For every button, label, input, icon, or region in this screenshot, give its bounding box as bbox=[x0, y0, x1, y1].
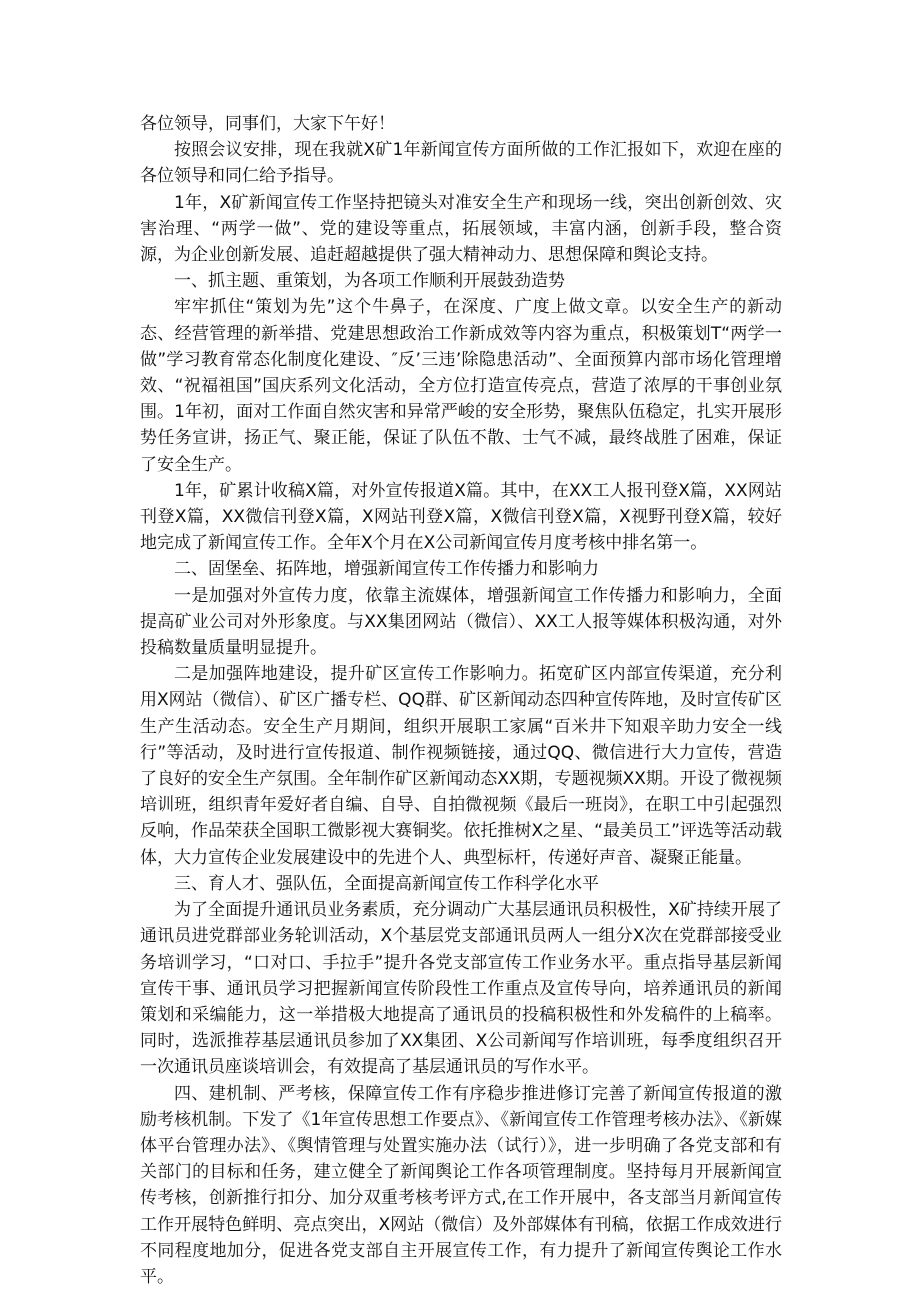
intro-paragraph: 按照会议安排，现在我就X矿1年新闻宣传方面所做的工作汇报如下，欢迎在座的各位领导和同仁给予指导。 bbox=[140, 140, 782, 187]
section-4-paragraph: 四、建机制、严考核，保障宣传工作有序稳步推进修订完善了新闻宣传报道的激励考核机制。下发了《1年宣传思想工作要点》、《新闻宣传工作管理考核办法》、《新媒体平台管理办法》、《舆情管理与处置实施办法（试行）》，进一步明确了各党支部和有关部门的目标和任务，建立健全了新闻舆论工作各项管理制度。坚持每月开展新闻宣传考核，创新推行扣分、加分双重考核考评方式,在工作开展中，各支部当月新闻宣传工作开展特色鲜明、亮点突出，X网站（微信）及外部媒体有刊稿，依据工作成效进行不同程度地加分，促进各党支部自主开展宣传工作，有力提升了新闻宣传舆论工作水平。 bbox=[140, 1083, 782, 1287]
section-heading-1: 一、抓主题、重策划，为各项工作顺利开展鼓劲造势 bbox=[174, 271, 565, 292]
section-1-body: 牢牢抓住“策划为先”这个牛鼻子，在深度、广度上做文章。以安全生产的新动态、经营管理的新举措、党建思想政治工作新成效等内容为重点，积极策划T“两学一做”学习教育常态化制度化建设、″反’三违’除隐患活动”、全面预算内部市场化管理增效、“祝福祖国”国庆系列文化活动，全方位打造宣传亮点，营造了浓厚的干事创业氛围。1年初，面对工作面自然灾害和异常严峻的安全形势，聚焦队伍稳定，扎实开展形势任务宣讲，扬正气、聚正能，保证了队伍不散、士气不减，最终战胜了困难，保证了安全生产。 bbox=[140, 297, 782, 475]
section-heading-2: 二、固堡垒、拓阵地，增强新闻宣传工作传播力和影响力 bbox=[174, 559, 599, 580]
section-2-body-2: 二是加强阵地建设，提升矿区宣传工作影响力。拓宽矿区内部宣传渠道，充分利用X网站（微信）、矿区广播专栏、QQ群、矿区新闻动态四种宣传阵地，及时宣传矿区生产生活动态。安全生产月期间，组织开展职工家属“百米井下知艰辛助力安全一线行”等活动，及时进行宣传报道、制作视频链接，通过QQ、微信进行大力宣传，营造了良好的安全生产氛围。全年制作矿区新闻动态XX期，专题视频XX期。开设了微视频培训班，组织青年爱好者自编、自导、自拍微视频《最后一班岗》，在职工中引起强烈反响，作品荣获全国职工微影视大赛铜奖。依托推树X之星、“最美员工”评选等活动载体，大力宣传企业发展建设中的先进个人、典型标杆，传递好声音、凝聚正能量。 bbox=[140, 664, 782, 868]
statistics-paragraph: 1年，矿累计收稿X篇，对外宣传报道X篇。其中，在XX工人报刊登X篇，XX网站刊登X篇，XX微信刊登X篇，X网站刊登X篇，X微信刊登X篇，X视野刊登X篇，较好地完成了新闻宣传工作。全年X个月在X公司新闻宣传月度考核中排名第一。 bbox=[140, 480, 782, 554]
document-page bbox=[140, 111, 782, 1290]
section-heading-3: 三、育人才、强队伍，全面提高新闻宣传工作科学化水平 bbox=[174, 873, 599, 894]
summary-paragraph: 1年，X矿新闻宣传工作坚持把镜头对准安全生产和现场一线，突出创新创效、灾害治理、“两学一做”、党的建设等重点，拓展领域，丰富内涵，创新手段，整合资源，为企业创新发展、追赶超越提供了强大精神动力、思想保障和舆论支持。 bbox=[140, 192, 782, 266]
greeting-line: 各位领导，同事们，大家下午好！ bbox=[140, 114, 395, 134]
section-2-body-1: 一是加强对外宣传力度，依靠主流媒体，增强新闻宣工作传播力和影响力，全面提高矿业公司对外形象度。与XX集团网站（微信）、XX工人报等媒体积极沟通，对外投稿数量质量明显提升。 bbox=[140, 585, 782, 659]
section-3-body: 为了全面提升通讯员业务素质，充分调动广大基层通讯员积极性，X矿持续开展了通讯员进党群部业务轮训活动，X个基层党支部通讯员两人一组分X次在党群部接受业务培训学习，“口对口、手拉手”提升各党支部宣传工作业务水平。重点指导基层新闻宣传干事、通讯员学习把握新闻宣传阶段性工作重点及宣传导向，培养通讯员的新闻策划和采编能力，这一举措极大地提高了通讯员的投稿积极性和外发稿件的上稿率。同时，选派推荐基层通讯员参加了XX集团、X公司新闻写作培训班，每季度组织召开一次通讯员座谈培训会，有效提高了基层通讯员的写作水平。 bbox=[140, 900, 782, 1078]
